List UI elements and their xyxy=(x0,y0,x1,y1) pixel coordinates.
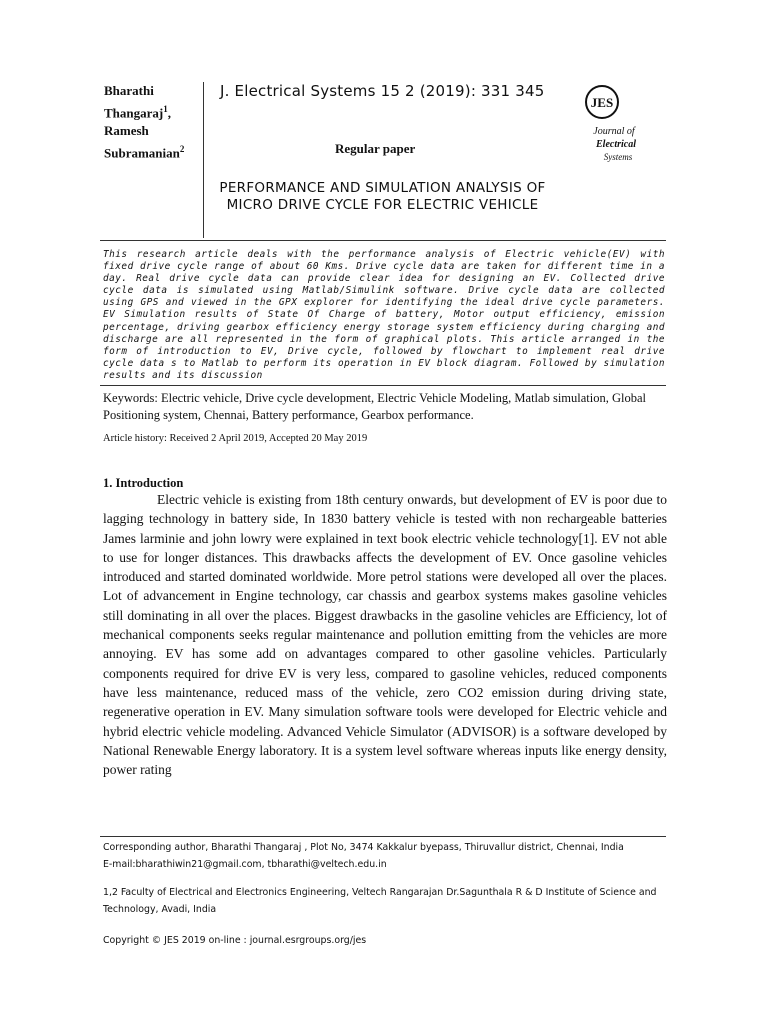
journal-reference: J. Electrical Systems 15 2 (2019): 331 345 xyxy=(220,82,545,100)
corresponding-address: Corresponding author, Bharathi Thangaraj , Plot No, 3474 Kakkalur byepass, Thiruvallur district, Chennai, India xyxy=(103,842,624,853)
abstract-bottom-rule xyxy=(100,385,666,386)
section-heading-introduction: 1. Introduction xyxy=(103,476,184,490)
author-affil-1: 1 xyxy=(163,104,168,114)
keywords: Keywords: Electric vehicle, Drive cycle development, Electric Vehicle Modeling, Matlab simulation, Global Positioning system, Chennai, Battery performance, Gearbox performance. xyxy=(103,391,646,422)
author-first-name-1: Bharathi xyxy=(104,83,154,98)
corresponding-email: E-mail:bharathiwin21@gmail.com, tbharathi@veltech.edu.in xyxy=(103,859,387,870)
logo-line-2: Electrical xyxy=(596,139,636,150)
copyright-note: Copyright © JES 2019 on-line : journal.esrgroups.org/jes xyxy=(103,935,367,946)
logo-badge: JES xyxy=(590,95,614,110)
header-divider xyxy=(203,82,204,238)
author-affil-2: 2 xyxy=(179,144,185,155)
affiliation-note: 1,2 Faculty of Electrical and Electronics Engineering, Veltech Rangarajan Dr.Sagunthala R & D Institute of Science and Technology, Avadi, India xyxy=(103,887,657,915)
abstract-text: This research article deals with the performance analysis of Electric vehicle(EV) with fixed drive cycle range of about 60 Kms. Drive cycle data are taken for different time in a day. Real drive cycle data can provide clear idea for designing an EV. Collected drive cycle data is simulated using Matlab/Simulink software. Drive cycle data are collected using GPS and viewed in the GPX explorer for identifying the ideal drive cycle parameters. EV Simulation results of State Of Charge of battery, Motor output efficiency, emission percentage, driving gearbox efficiency energy storage system efficiency during charging and discharge are all represented in the form of graphical plots. This article arranged in the form of introduction to EV, Drive cycle, followed by flowchart to implement real drive cycle data s to Matlab to perform its operation in EV block diagram. Followed by simulation results and its discussion xyxy=(103,249,665,381)
author-last-name-2: Subramanian$^2$ xyxy=(104,144,185,161)
abstract-top-rule xyxy=(100,240,666,241)
paper-title: PERFORMANCE AND SIMULATION ANALYSIS OF MICRO DRIVE CYCLE FOR ELECTRIC VEHICLE xyxy=(219,180,546,213)
paper-type: Regular paper xyxy=(335,141,416,156)
footnote-rule xyxy=(100,836,666,837)
introduction-paragraph: Electric vehicle is existing from 18th century onwards, but development of EV is poor due to lagging technology in battery side, In 1830 battery vehicle is tested with non rechargeable batteries James larminie and john lowry were explained in text book electric vehicle technology[1]. EV not able to use for longer distances. This drawbacks affects the development of EV. Once gasoline vehicles introduced and started dominated worldwide. More petrol stations were developed all over the places. Lot of advancement in Engine technology, car chassis and gearbox systems makes gasoline vehicles still dominating in all over the places. Biggest drawbacks in the gasoline vehicles are Efficiency, lot of mechanical components seeks regular maintenance and pollution emitting from the vehicles are more annoying. EV has some add on advantages compared to other gasoline vehicles. Particularly components required for drive EV is very less, compared to gasoline vehicles, reduced components have less maintenance, reduced mass of the vehicle, zero CO2 emission during driving state, regenerative operation in EV. Many simulation software tools were developed for Electric vehicle and hybrid electric vehicle modeling. Advanced Vehicle Simulator (ADVISOR) is a software developed by National Renewable Energy laboratory. It is a system level software whereas inputs like energy density, power rating xyxy=(103,492,667,778)
article-history: Article history: Received 2 April 2019, Accepted 20 May 2019 xyxy=(103,433,368,444)
corresponding-author-note xyxy=(103,839,669,873)
logo-line-3: Systems xyxy=(603,152,633,162)
logo-line-1: Journal of xyxy=(593,126,635,137)
author-last-name-1: Thangaraj$^1$, xyxy=(104,104,171,121)
author-first-name-2: Ramesh xyxy=(104,123,149,139)
author-names xyxy=(104,82,204,163)
jes-logo xyxy=(582,80,652,170)
